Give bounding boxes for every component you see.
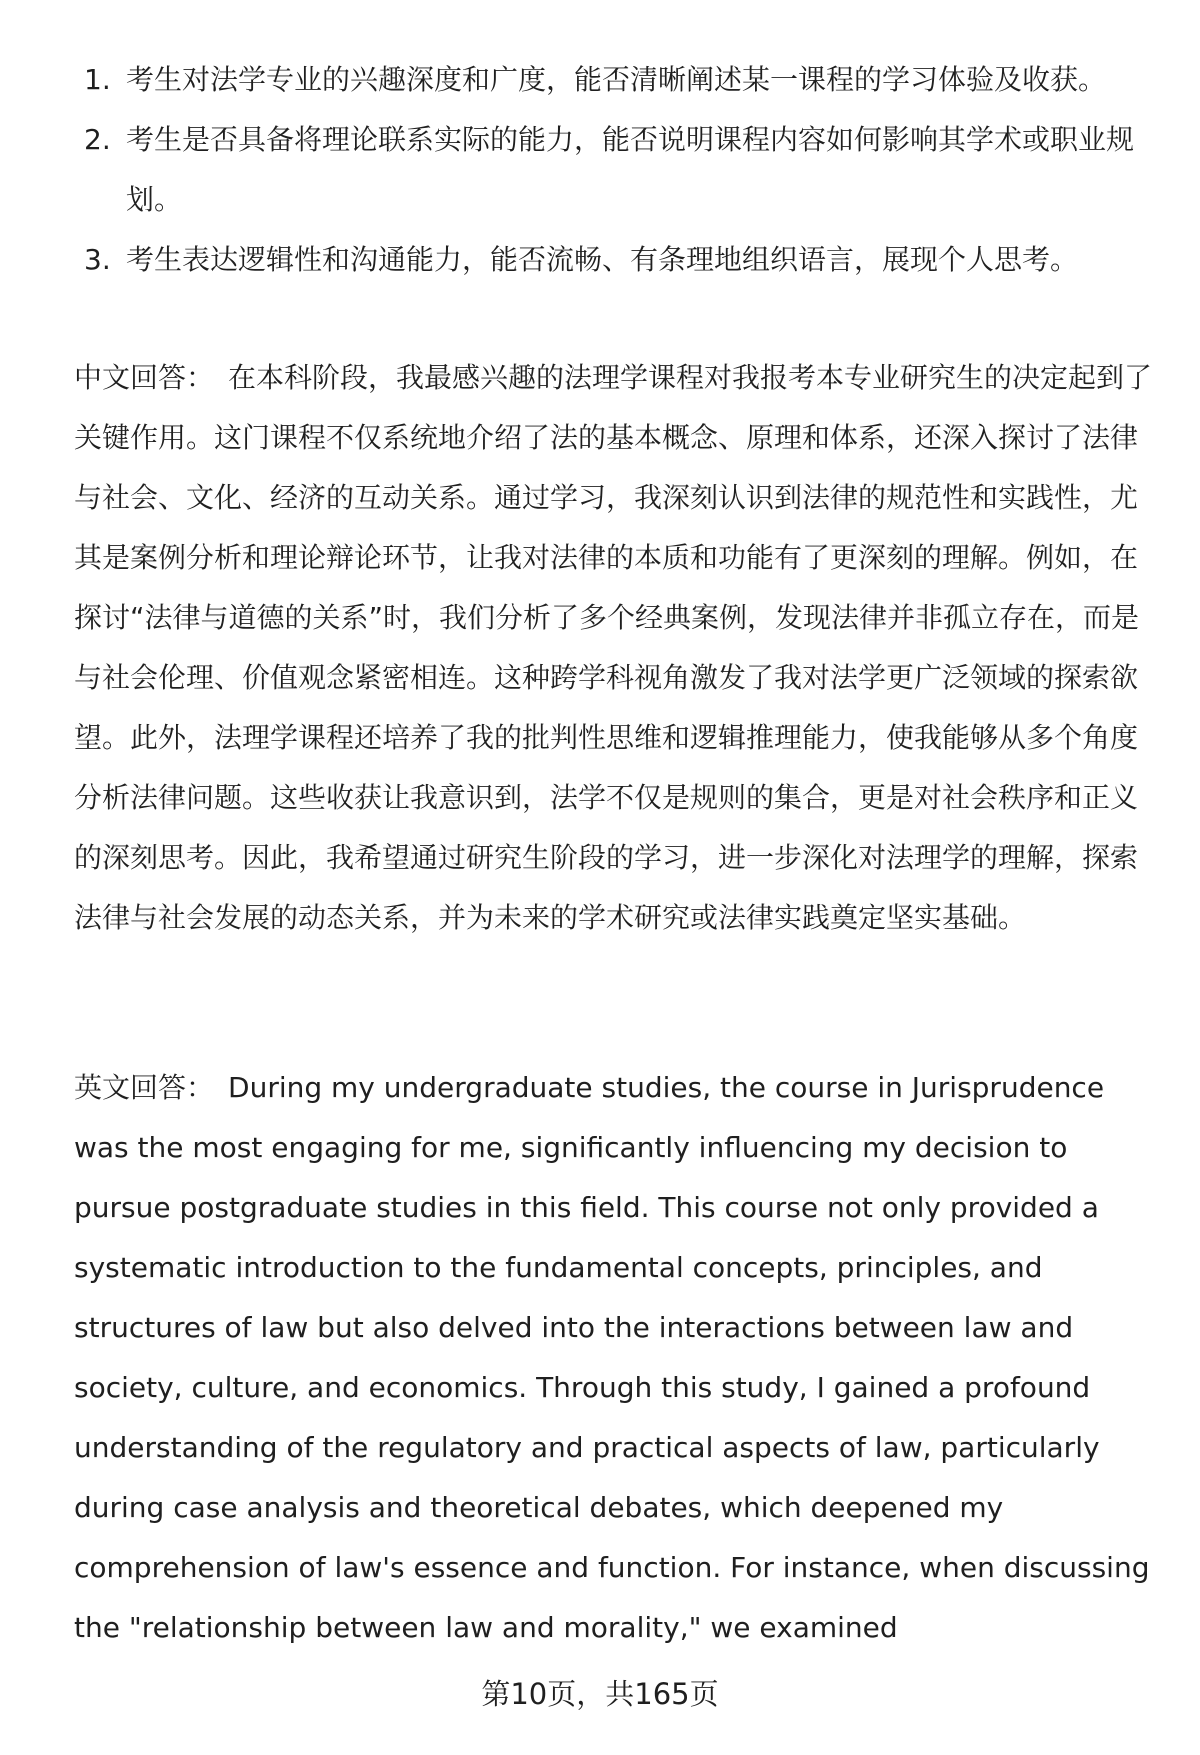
english-answer <box>74 1058 1154 1658</box>
chinese-answer-text: 在本科阶段，我最感兴趣的法理学课程对我报考本专业研究生的决定起到了关键作用。这门课程不仅系统地介绍了法的基本概念、原理和体系，还深入探讨了法律与社会、文化、经济的互动关系。通过学习，我深刻认识到法律的规范性和实践性，尤其是案例分析和理论辩论环节，让我对法律的本质和功能有了更深刻的理解。例如，在探讨“法律与道德的关系”时，我们分析了多个经典案例，发现法律并非孤立存在，而是与社会伦理、价值观念紧密相连。这种跨学科视角激发了我对法学更广泛领域的探索欲望。此外，法理学课程还培养了我的批判性思维和逻辑推理能力，使我能够从多个角度分析法律问题。这些收获让我意识到，法学不仅是规则的集合，更是对社会秩序和正义的深刻思考。因此，我希望通过研究生阶段的学习，进一步深化对法理学的理解，探索法律与社会发展的动态关系，并为未来的学术研究或法律实践奠定坚实基础。 <box>74 361 1153 934</box>
chinese-answer-label: 中文回答： <box>74 361 215 394</box>
chinese-answer <box>74 348 1154 948</box>
criteria-text: 考生表达逻辑性和沟通能力，能否流畅、有条理地组织语言，展现个人思考。 <box>126 243 1079 276</box>
page-footer <box>0 1672 1200 1713</box>
criteria-text: 考生是否具备将理论联系实际的能力，能否说明课程内容如何影响其学术或职业规划。 <box>126 123 1135 216</box>
evaluation-criteria-list <box>74 50 1154 290</box>
english-answer-text: During my undergraduate studies, the course in Jurisprudence was the most engaging for me, significantly influencing my decision to pursue postgraduate studies in this field. This course not only provided a systematic introduction to the fundamental concepts, principles, and structures of law but also delved into the interactions between law and society, culture, and economics. Through this study, I gained a profound understanding of the regulatory and practical aspects of law, particularly during case analysis and theoretical debates, which deepened my comprehension of law's essence and function. For instance, when discussing the "relationship between law and morality," we examined <box>74 1071 1150 1644</box>
criteria-item <box>74 110 1154 230</box>
page-number: 第10页，共165页 <box>481 1677 719 1711</box>
criteria-text: 考生对法学专业的兴趣深度和广度，能否清晰阐述某一课程的学习体验及收获。 <box>126 63 1107 96</box>
criteria-number: 2. <box>84 123 111 156</box>
criteria-item <box>74 50 1154 110</box>
english-answer-label: 英文回答： <box>74 1071 215 1104</box>
criteria-number: 3. <box>84 243 111 276</box>
criteria-item <box>74 230 1154 290</box>
criteria-number: 1. <box>84 63 111 96</box>
